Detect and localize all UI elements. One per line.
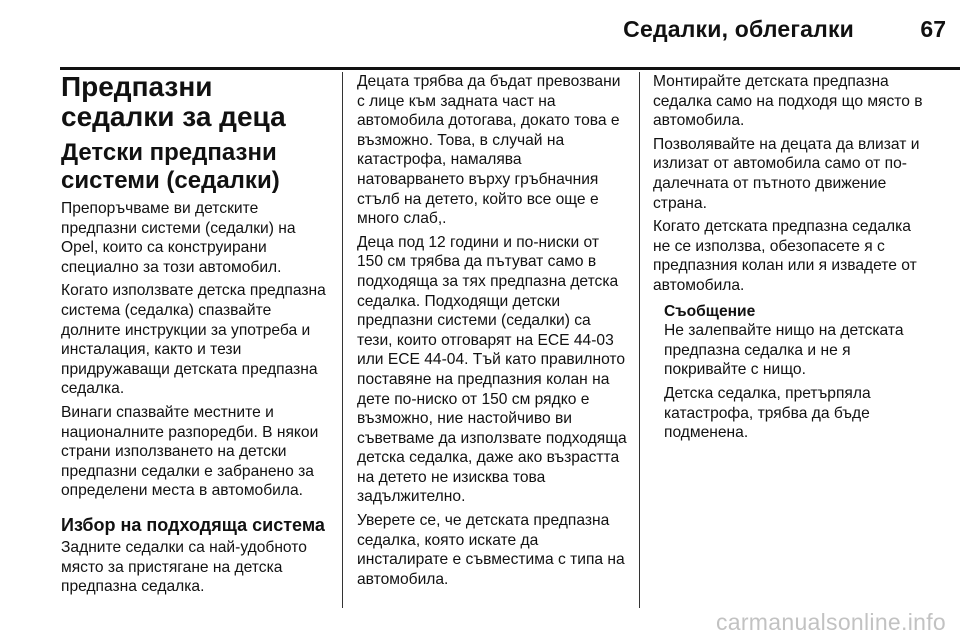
paragraph: Позволявайте на децата да влизат и излизат от автомобила само от по-далечната от пътното движение страна.: [653, 135, 920, 212]
paragraph: Уверете се, че детската предпазна седалка, която искате да инсталирате е съвместима с типа на автомобила.: [357, 512, 625, 588]
column-3: [653, 72, 925, 443]
heading-child-restraint-systems: Детски предпазни системи (седалки): [61, 139, 280, 194]
paragraph: Препоръчваме ви детските предпазни системи (седалки) на Opel, които са конструирани специално за този автомобил.: [61, 200, 296, 276]
header-rule: [60, 67, 960, 70]
column-divider: [639, 72, 640, 608]
column-1: [61, 72, 331, 597]
watermark: carmanualsonline.info: [715, 609, 946, 635]
heading-child-seats: Предпазни седалки за деца: [61, 71, 286, 132]
column-2: [357, 72, 629, 589]
paragraph: Задните седалки са най-удобното място за пристягане на детска предпазна седалка.: [61, 538, 307, 596]
paragraph: Винаги спазвайте местните и националните разпоредби. В някои страни използването на детски предпазни седалки е забранено за определени места в автомобила.: [61, 403, 319, 500]
note-box: [664, 302, 925, 443]
paragraph: Когато използвате детска предпазна система (седалка) спазвайте долните инструкции за употреба и инсталация, както и тези придружаващи детската предпазна седалка.: [61, 282, 326, 398]
page-number: 67: [920, 16, 946, 42]
note-title: Съобщение: [664, 302, 756, 320]
section-title: Седалки, облегалки: [623, 16, 854, 42]
note-paragraph: Не залепвайте нищо на детската предпазна седалка и не я покривайте с нищо.: [664, 322, 904, 379]
paragraph: Монтирайте детската предпазна седалка само на подходя що място в автомобила.: [653, 73, 923, 130]
paragraph: Децата трябва да бъдат превозвани с лице към задната част на автомобила дотогава, докато това е възможно. Това, в случай на катастрофа, намалява натоварването върху гръбначния стълб на детето, който все още е много слаб,.: [357, 73, 621, 228]
note-paragraph: Детска седалка, претърпяла катастрофа, трябва да бъде подменена.: [664, 384, 871, 442]
column-divider: [342, 72, 343, 608]
heading-choosing-system: Избор на подходяща система: [61, 514, 325, 535]
paragraph: Деца под 12 години и по-ниски от 150 см трябва да пътуват само в подходяща за тях предпазна детска седалка. Подходящи детски предпазни системи (седалки) са тези, които отговарят на ECE 44-03 или ECE 44-04. Тъй като правилното поставяне на предпазния колан на дете по-ниско от 150 см рядко е възможно, ние настойчиво ви съветваме да използвате подходяща детска седалка, даже ако възрастта на детето не изисква това задължително.: [357, 233, 627, 506]
paragraph: Когато детската предпазна седалка не се използва, обезопасете я с предпазния колан или я извадете от автомобила.: [653, 218, 917, 294]
